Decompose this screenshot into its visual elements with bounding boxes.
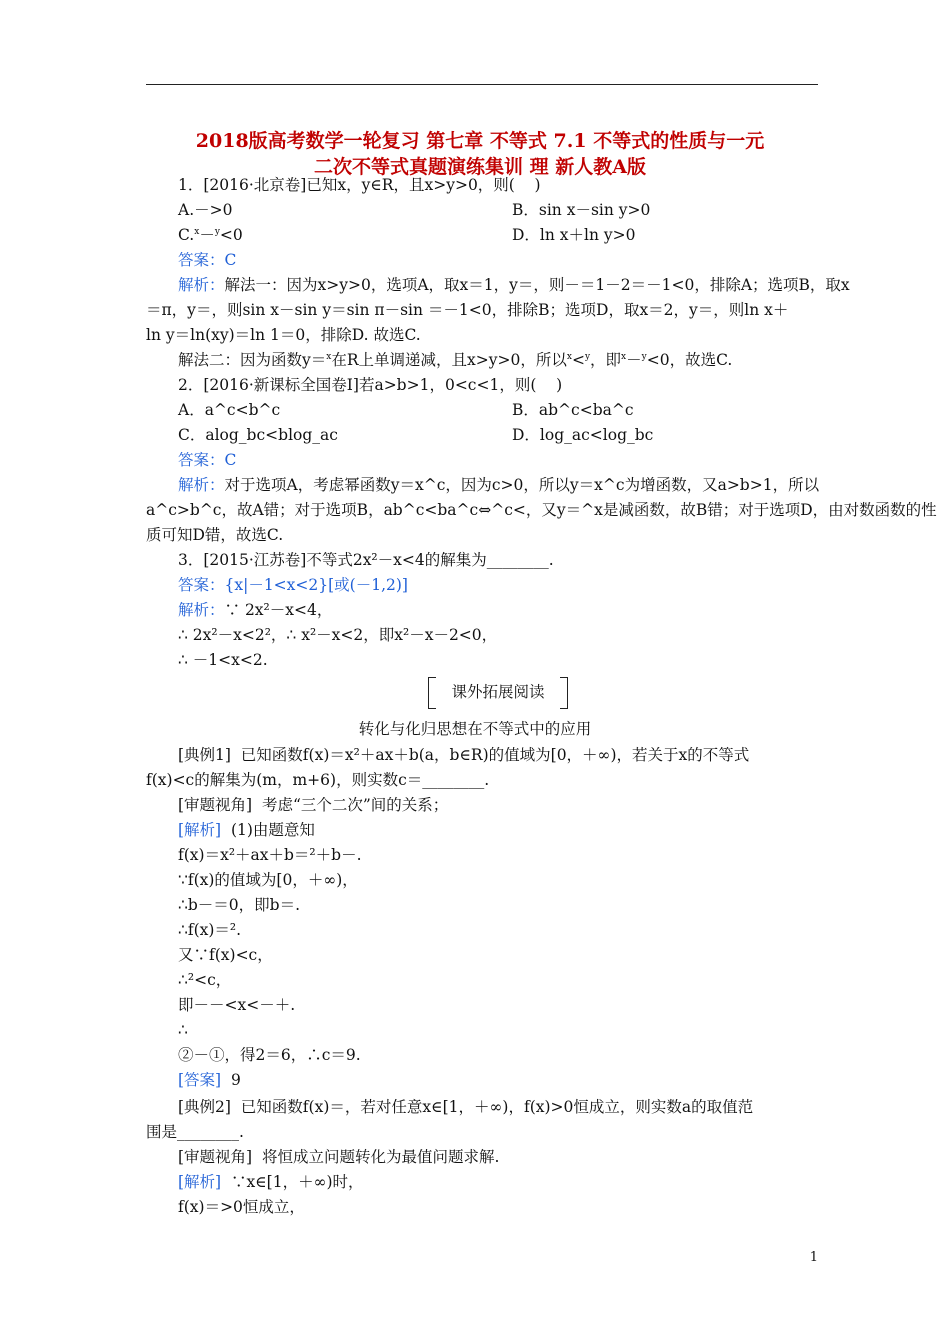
q2-answer: 答案：C — [178, 451, 237, 469]
q3-analysis-line3: ∴ －1<x<2. — [178, 651, 268, 669]
document-title-line2: 二次不等式真题演练集训 理 新人教A版 — [314, 156, 646, 178]
q2-option-a: A．a^c<b^c — [178, 401, 281, 419]
q1-option-c: C.$^x$－$^y$<0 — [178, 226, 243, 244]
q1-analysis-line2: ＝π，y＝，则sin x－sin y＝sin π－sin ＝－1<0，排除B；选项D，取x＝2，y＝，则ln x＋ — [146, 301, 789, 319]
q2-option-c: C．alog_bc<blog_ac — [178, 426, 338, 444]
example1-analysis-line9: ∴ — [178, 1021, 188, 1039]
q2-stem: 2．[2016·新课标全国卷Ⅰ]若a>b>1，0<c<1，则( ) — [178, 376, 563, 394]
q1-option-b: B．sin x－sin y>0 — [512, 201, 651, 219]
example2-view: [审题视角] 将恒成立问题转化为最值问题求解. — [178, 1148, 500, 1166]
q3-analysis-line2: ∴ 2x²－x<2²，∴ x²－x<2，即x²－x－2<0， — [178, 626, 498, 644]
document-title-line1: 2018版高考数学一轮复习 第七章 不等式 7.1 不等式的性质与一元 — [195, 130, 765, 152]
example1-analysis-line10: ②－①，得2＝6，∴c＝9. — [178, 1046, 361, 1064]
example1-stem-line2: f(x)<c的解集为(m，m+6)，则实数c＝________. — [146, 771, 490, 789]
example1-analysis-line7: ∴²<c， — [178, 971, 232, 989]
q2-analysis-line1: 解析：对于选项A，考虑幂函数y＝x^c，因为c>0，所以y＝x^c为增函数，又a>b>1，所以 — [178, 476, 820, 494]
left-bracket — [428, 677, 436, 709]
q2-option-b: B．ab^c<ba^c — [512, 401, 634, 419]
q3-answer: 答案：{x|－1<x<2}[或(－1,2)] — [178, 576, 408, 594]
example2-stem-line2: 围是________. — [146, 1123, 244, 1141]
q2-option-d: D．log_ac<log_bc — [512, 426, 654, 444]
q1-analysis-line1: 解析：解法一：因为x>y>0，选项A，取x＝1，y＝，则－＝1－2＝－1<0，排除A；选项B，取x — [178, 276, 850, 294]
example2-stem-line1: [典例2] 已知函数f(x)＝，若对任意x∈[1，＋∞)，f(x)>0恒成立，则实数a的取值范 — [178, 1098, 754, 1116]
example1-analysis-line8: 即－－<x<－＋. — [178, 996, 296, 1014]
example1-analysis-line2: f(x)＝x²＋ax＋b＝²＋b－. — [178, 846, 362, 864]
extension-reading-box — [428, 675, 568, 709]
q2-analysis-line3: 质可知D错，故选C. — [146, 526, 284, 544]
example2-analysis-line2: f(x)＝>0恒成立， — [178, 1198, 305, 1216]
q1-analysis-line3: ln y＝ln(xy)＝ln 1＝0，排除D. 故选C. — [146, 326, 421, 344]
q3-stem: 3．[2015·江苏卷]不等式2x²－x<4的解集为________. — [178, 551, 554, 569]
example1-analysis-line3: ∵f(x)的值域为[0，＋∞)， — [178, 871, 358, 889]
page-number: 1 — [809, 1250, 818, 1265]
q1-option-d: D．ln x＋ln y>0 — [512, 226, 636, 244]
example1-view: [审题视角] 考虑“三个二次”间的关系； — [178, 796, 449, 814]
example1-analysis-line6: 又∵f(x)<c， — [178, 946, 273, 964]
q1-stem: 1．[2016·北京卷]已知x，y∈R，且x>y>0，则( ) — [178, 176, 541, 194]
q1-answer: 答案：C — [178, 251, 237, 269]
q3-analysis-line1: 解析：∵ 2x²－x<4， — [178, 601, 333, 619]
example1-analysis-line1: [解析] (1)由题意知 — [178, 821, 315, 839]
extension-reading-title: 课外拓展阅读 — [451, 683, 545, 701]
right-bracket — [560, 677, 568, 709]
q1-option-a: A.－>0 — [178, 201, 233, 219]
example1-analysis-line5: ∴f(x)＝². — [178, 921, 242, 939]
header-rule — [146, 84, 818, 85]
example2-analysis-line1: [解析] ∵x∈[1，＋∞)时， — [178, 1173, 364, 1191]
example1-stem-line1: [典例1] 已知函数f(x)＝x²＋ax＋b(a，b∈R)的值域为[0，＋∞)，若关于x的不等式 — [178, 746, 750, 764]
example1-analysis-line4: ∴b－＝0，即b＝. — [178, 896, 300, 914]
q2-analysis-line2: a^c>b^c，故A错；对于选项B，ab^c<ba^c⇔^c<，又y＝^x是减函数，故B错；对于选项D，由对数函数的性 — [146, 501, 937, 519]
section-subtitle: 转化与化归思想在不等式中的应用 — [358, 720, 592, 738]
example1-answer: [答案] 9 — [178, 1071, 241, 1089]
q1-analysis-line4: 解法二：因为函数y＝$^x$在R上单调递减，且x>y>0，所以$^x$<$^y$，即$^x$－$^y$<0，故选C. — [178, 351, 733, 369]
